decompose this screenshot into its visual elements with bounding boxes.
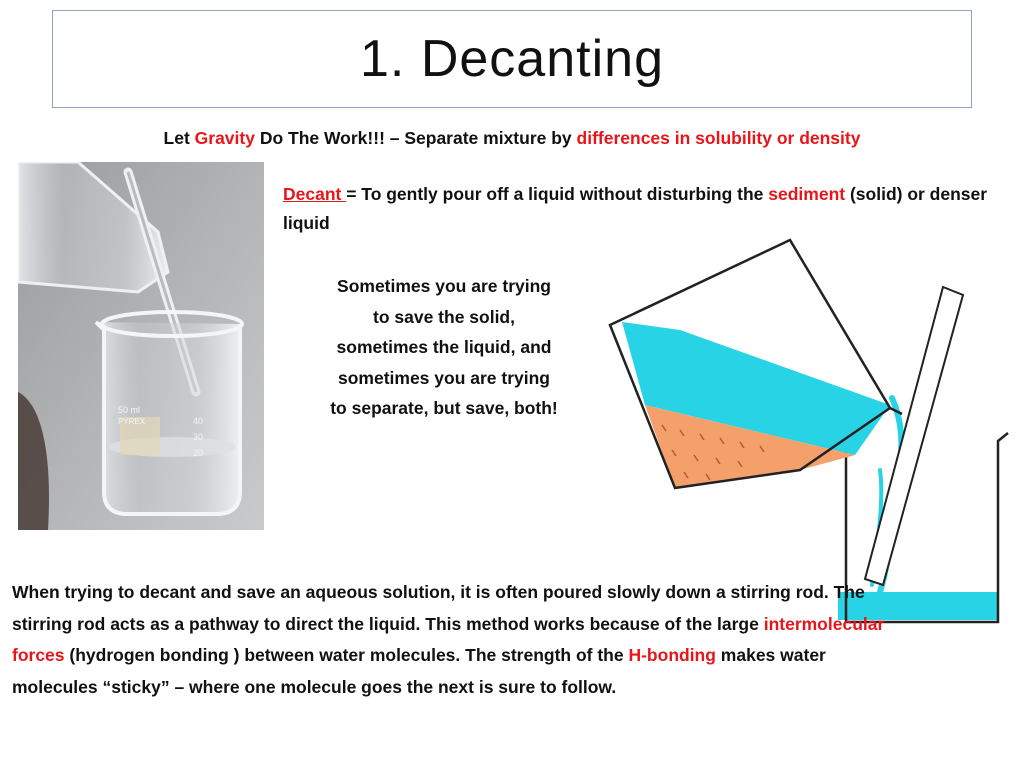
explanation-text-3: makes water molecules “sticky” – where one molecule goes the next is sure to follow. (12, 645, 826, 697)
definition-sediment: sediment (768, 184, 846, 204)
slide-title: 1. Decanting (360, 30, 664, 88)
explanation-text-1: When trying to decant and save an aqueous solution, it is often poured slowly down a stirring rod. The stirring rod acts as a pathway to direct the liquid. This method works because of the large (12, 582, 865, 634)
decanting-photo (18, 162, 264, 530)
subtitle-text-1: Let (163, 128, 195, 148)
subtitle-differences: differences in solubility or density (576, 128, 861, 148)
stirring-rod (865, 287, 963, 585)
photo-mark-30: 30 (193, 432, 204, 442)
photo-mark-20: 20 (193, 448, 204, 458)
photo-mark-pyrex: PYREX (118, 417, 146, 426)
decant-term: Decant (283, 184, 347, 204)
subtitle-gravity: Gravity (194, 128, 255, 148)
decanting-diagram (596, 225, 1016, 635)
photo-mark-40: 40 (193, 416, 204, 426)
title-box (52, 10, 972, 108)
explanation-text-2: (hydrogen bonding ) between water molecules. The strength of the (64, 645, 629, 665)
photo-mark-50ml: 50 ml (118, 405, 141, 415)
subtitle-text-2: Do The Work!!! – Separate mixture by (254, 128, 577, 148)
subtitle (0, 128, 1024, 149)
definition-text-2: (solid) or denser liquid (283, 184, 988, 233)
explanation-hbonding: H-bonding (628, 645, 716, 665)
side-note: Sometimes you are trying to save the solid, sometimes the liquid, and sometimes you are trying to separate, but save, both! (330, 276, 558, 418)
definition-text-1: = To gently pour off a liquid without disturbing the (346, 184, 769, 204)
explanation-paragraph (12, 577, 892, 703)
explanation-intermolecular: intermolecular forces (12, 613, 885, 665)
